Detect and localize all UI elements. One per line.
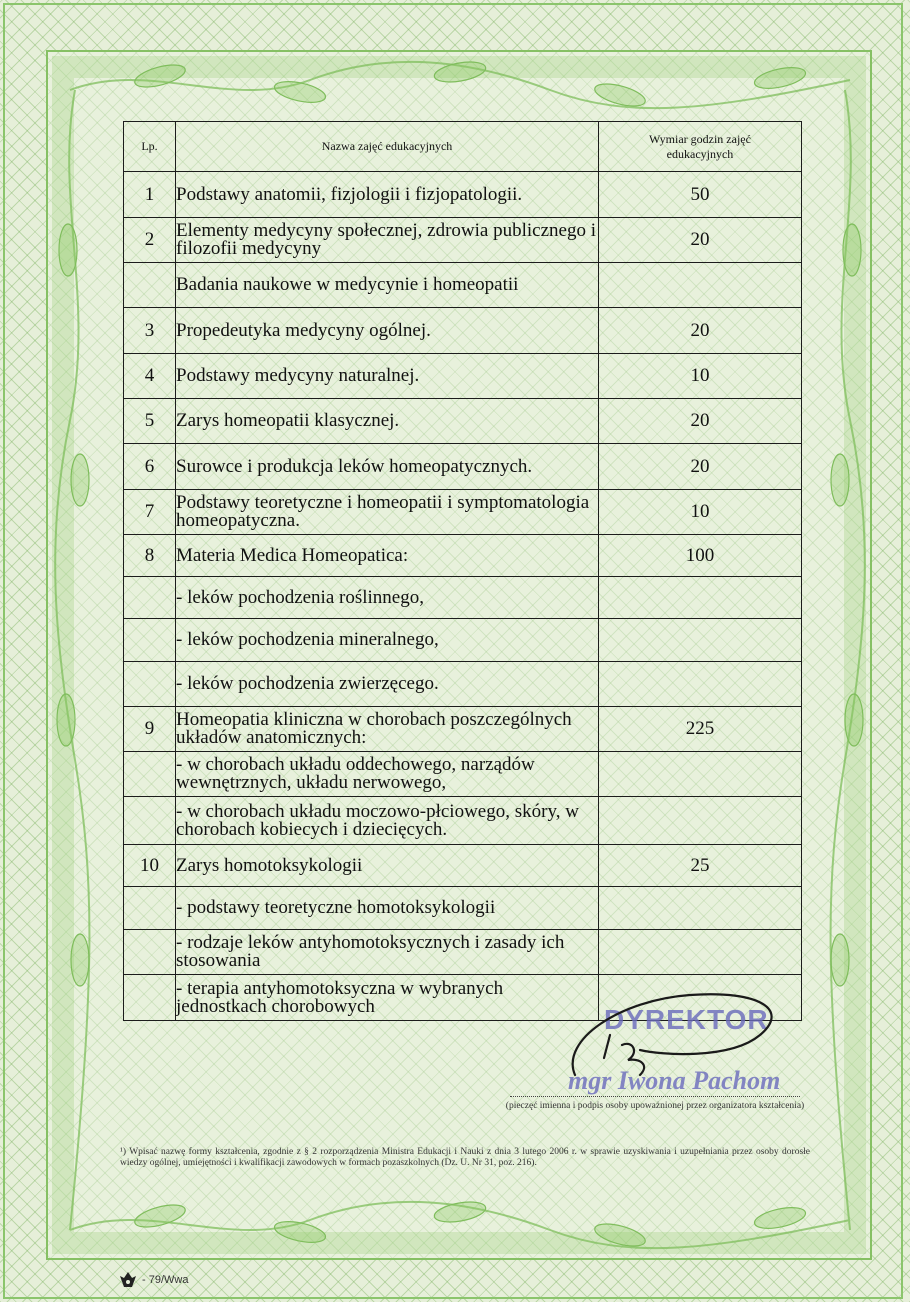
row-name: - podstawy teoretyczne homotoksykologii <box>176 887 599 930</box>
row-name: Elementy medycyny społecznej, zdrowia publicznego i filozofii medycyny <box>176 218 599 263</box>
row-hours: 20 <box>599 399 802 444</box>
row-hours: 10 <box>599 490 802 535</box>
stamp-name: mgr Iwona Pachom <box>568 1066 781 1095</box>
row-hours: 100 <box>599 535 802 577</box>
row-lp: 10 <box>124 845 176 887</box>
row-name: - leków pochodzenia mineralnego, <box>176 619 599 662</box>
row-name: Zarys homeopatii klasycznej. <box>176 399 599 444</box>
row-lp: 2 <box>124 218 176 263</box>
row-name: - w chorobach układu oddechowego, narządów wewnętrznych, układu nerwowego, <box>176 752 599 797</box>
row-name: - leków pochodzenia zwierzęcego. <box>176 662 599 707</box>
row-lp: 3 <box>124 308 176 354</box>
row-hours: 225 <box>599 707 802 752</box>
footnote: ¹) Wpisać nazwę formy kształcenia, zgodnie z § 2 rozporządzenia Ministra Edukacji i Nauki z dnia 3 lutego 2006 r. w sprawie uzyskiwania i uzupełniania przez osoby dorosłe wiedzy ogólnej, umiejętności i kwalifikacji zawodowych w formach pozaszkolnych (Dz. U. Nr 31, poz. 216). <box>120 1147 810 1168</box>
row-hours: 50 <box>599 172 802 218</box>
row-hours: 25 <box>599 845 802 887</box>
row-name: Podstawy anatomii, fizjologii i fizjopatologii. <box>176 172 599 218</box>
row-hours: 20 <box>599 218 802 263</box>
row-name: - leków pochodzenia roślinnego, <box>176 577 599 619</box>
row-lp: 7 <box>124 490 176 535</box>
header-hours: Wymiar godzin zajęć edukacyjnych <box>599 122 802 172</box>
header-lp: Lp. <box>124 122 176 172</box>
row-hours: 20 <box>599 444 802 490</box>
form-code-text: - 79/Wwa <box>142 1274 189 1286</box>
stamp-title: DYREKTOR <box>604 1004 769 1035</box>
header-name: Nazwa zajęć edukacyjnych <box>176 122 599 172</box>
row-lp: 9 <box>124 707 176 752</box>
signature-line <box>510 1096 800 1097</box>
row-lp: 4 <box>124 354 176 399</box>
row-name: Homeopatia kliniczna w chorobach poszczególnych układów anatomicznych: <box>176 707 599 752</box>
row-name: Badania naukowe w medycynie i homeopatii <box>176 263 599 308</box>
row-name: Materia Medica Homeopatica: <box>176 535 599 577</box>
row-name: Surowce i produkcja leków homeopatycznych. <box>176 444 599 490</box>
row-name: Propedeutyka medycyny ogólnej. <box>176 308 599 354</box>
row-name: - terapia antyhomotoksyczna w wybranych jednostkach chorobowych <box>176 975 599 1021</box>
row-lp: 8 <box>124 535 176 577</box>
row-hours: 10 <box>599 354 802 399</box>
publisher-logo-icon <box>118 1270 138 1290</box>
row-lp: 6 <box>124 444 176 490</box>
row-lp: 1 <box>124 172 176 218</box>
row-name: - rodzaje leków antyhomotoksycznych i zasady ich stosowania <box>176 930 599 975</box>
row-name: Podstawy medycyny naturalnej. <box>176 354 599 399</box>
row-lp: 5 <box>124 399 176 444</box>
signature-caption: (pieczęć imienna i podpis osoby upoważnionej przez organizatora kształcenia) <box>505 1101 805 1111</box>
row-name: Podstawy teoretyczne i homeopatii i symptomatologia homeopatyczna. <box>176 490 599 535</box>
row-hours: 20 <box>599 308 802 354</box>
row-name: Zarys homotoksykologii <box>176 845 599 887</box>
row-name: - w chorobach układu moczowo-płciowego, skóry, w chorobach kobiecych i dziecięcych. <box>176 797 599 845</box>
form-code <box>118 1270 188 1290</box>
